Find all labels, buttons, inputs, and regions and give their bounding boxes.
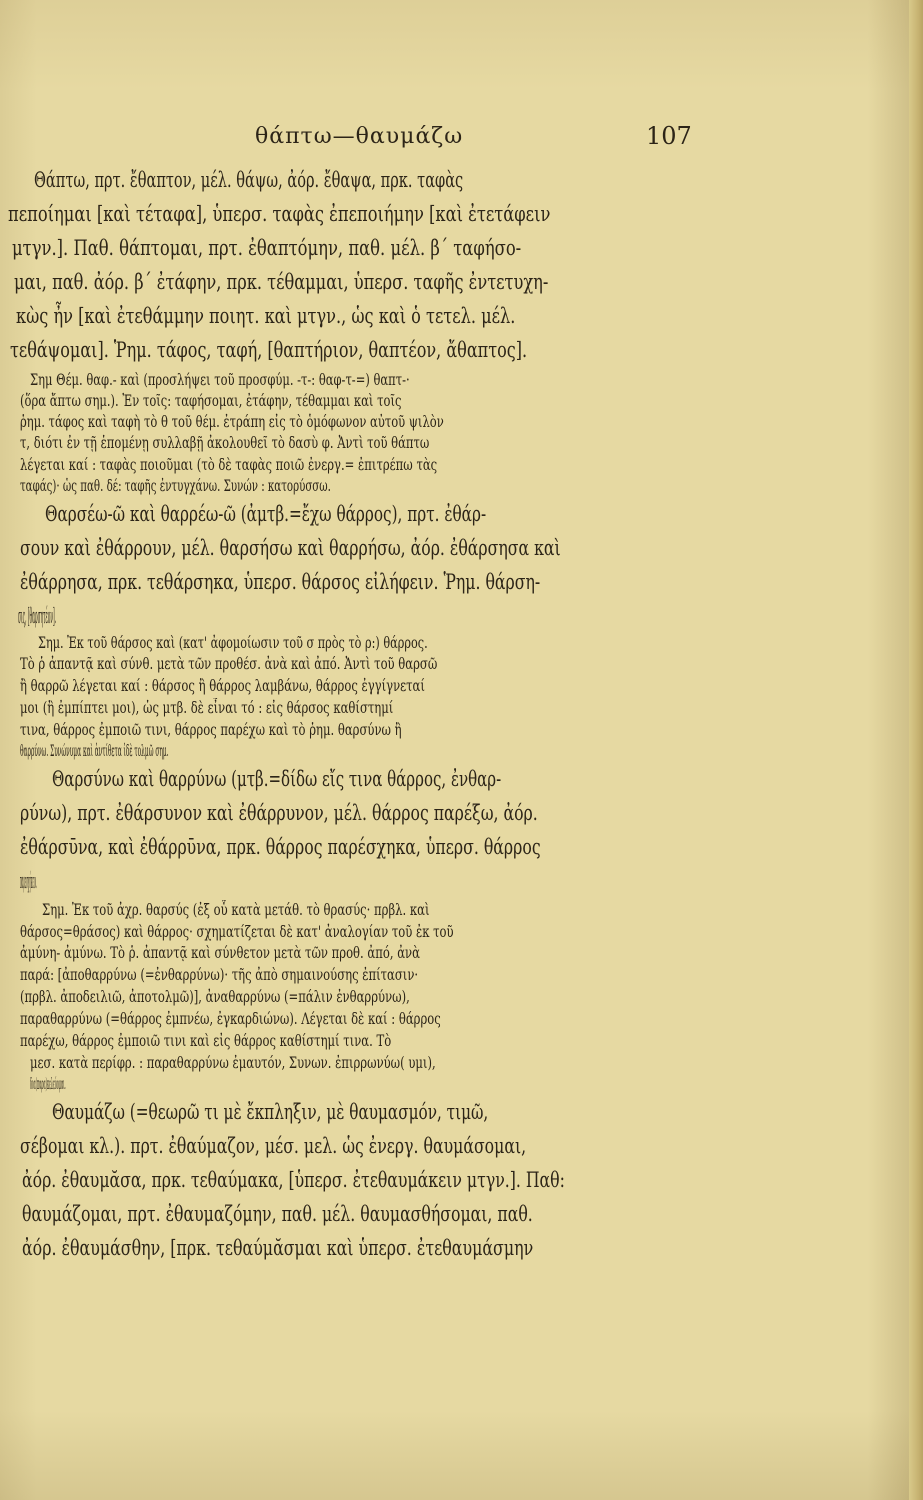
text-line: τεθάψομαι]. Ῥημ. τάφος, ταφή, [θαπτήριον, θαπτέον, ἄθαπτος]. — [10, 338, 528, 362]
text-line: Θαυμάζω (=θεωρῶ τι μὲ ἔκπληξιν, μὲ θαυμασμόν, τιμῶ, — [52, 1100, 489, 1124]
note-line: (ὅρα ἄπτω σημ.). Ἐν τοῖς: ταφήσομαι, ἐτάφην, τέθαμμαι καὶ τοῖς — [20, 392, 402, 410]
note-line: Τὸ ῥ ἀπαντᾷ καὶ σύνθ. μετὰ τῶν προθέσ. ἀνὰ καὶ ἀπό. Ἀντὶ τοῦ θαρσῶ — [20, 655, 438, 673]
text-line: μτγν.]. Παθ. θάπτομαι, πρτ. ἐθαπτόμην, παθ. μέλ. β΄ ταφήσο- — [12, 236, 522, 260]
text-line: ἐθάρρησα, πρκ. τεθάρσηκα, ὑπερσ. θάρσος εἰλήφειν. Ῥημ. θάρση- — [20, 570, 541, 594]
text-line: κὼς ἦν [καὶ ἐτεθάμμην ποιητ. καὶ μτγν., ὡς καὶ ὁ τετελ. μέλ. — [16, 304, 516, 328]
note-line: ἀμύνη- ἀμύνω. Τὸ ῥ. ἀπαντᾷ καὶ σύνθετον μετὰ τῶν προθ. ἀπό, ἀνὰ — [20, 944, 420, 962]
text-line: ἐθάρσῡνα, καὶ ἐθάρρῡνα, πρκ. θάρρος παρέσχηκα, ὑπερσ. θάρρος — [20, 835, 541, 859]
text-line: Θαρσύνω καὶ θαρρύνω (μτβ.=δίδω εἴς τινα θάρρος, ἐνθαρ- — [52, 767, 502, 791]
note-line: παρά: [ἀποθαρρύνω (=ἐνθαρρύνω)· τῆς ἀπὸ σημαινούσης ἐπίτασιν· — [20, 966, 419, 984]
note-line: Σημ Θέμ. θαφ.- καὶ (προσλήψει τοῦ προσφύμ. -τ-: θαφ-τ-=) θαπτ-· — [30, 371, 410, 389]
page-edge — [909, 0, 923, 1500]
note-line: ῥημ. τάφος καὶ ταφὴ τὸ θ τοῦ θέμ. ἐτράπη εἰς τὸ ὁμόφωνον αὐτοῦ ψιλὸν — [20, 413, 444, 431]
note-line: ταφάς)· ὡς παθ. δέ: ταφῆς ἐντυγχάνω. Συνών : κατορύσσω. — [20, 477, 331, 495]
note-line: τινα, θάρρος ἐμποιῶ τινι, θάρρος παρέχω καὶ τὸ ῥημ. θαρσύνω ἢ — [20, 721, 402, 739]
note-line: μεσ. κατὰ περίφρ. : παραθαρρύνω ἐμαυτόν, Συνων. ἐπιρρωνύω( υμι), — [30, 1054, 436, 1072]
text-line: ἀόρ. ἐθαυμᾰσα, πρκ. τεθαύμακα, [ὑπερσ. ἐτεθαυμάκειν μτγν.]. Παθ: — [22, 1168, 565, 1192]
note-line: παρέχω, θάρρος ἐμποιῶ τινι καὶ εἰς θάρρος καθίστημί τινα. Τὸ — [20, 1032, 392, 1050]
text-line: μαι, παθ. ἀόρ. β΄ ἐτάφην, πρκ. τέθαμμαι, ὑπερσ. ταφῆς ἐντετυχη- — [14, 270, 549, 294]
note-line: Σημ. Ἐκ τοῦ ἀχρ. θαρσύς (ἐξ οὗ κατὰ μετάθ. τὸ θρασύς· πρβλ. καὶ — [42, 901, 430, 919]
note-line: μοι (ἢ ἐμπίπτει μοι), ὡς μτβ. δὲ εἶναι τό : εἰς θάρσος καθίστημί — [20, 699, 394, 717]
text-line: ρύνω), πρτ. ἐθάρσυνον καὶ ἐθάρρυνον, μέλ. θάρρος παρέξω, ἀόρ. — [20, 801, 538, 825]
text-line: σέβομαι κλ.). πρτ. ἐθαύμαζον, μέσ. μελ. ὡς ἐνεργ. θαυμάσομαι, — [20, 1134, 527, 1158]
note-line: παραθαρρύνω (=θάρρος ἐμπνέω, ἐγκαρδιώνω). Λέγεται δὲ καί : θάρρος — [20, 1010, 441, 1028]
note-line: λέγεται καί : ταφὰς ποιοῦμαι (τὸ δὲ ταφὰς ποιῶ ἐνεργ.= ἐπιτρέπω τὰς — [20, 456, 438, 474]
note-line: τ, διότι ἐν τῇ ἑπομένῃ συλλαβῇ ἀκολουθεῖ τὸ δασὺ φ. Ἀντὶ τοῦ θάπτω — [20, 434, 430, 452]
note-line: θάρσος=θράσος) καὶ θάρρος· σχηματίζεται δὲ κατ' ἀναλογίαν τοῦ ἐκ τοῦ — [20, 923, 454, 941]
page-number: 107 — [646, 122, 692, 150]
note-line: ἢ θαρρῶ λέγεται καί : θάρσος ἢ θάρρος λαμβάνω, θάρρος ἐγγίγνεταί — [20, 677, 425, 695]
note-line: θαρρύνω. Συνώνυμα καὶ ἀντίθετα ἰδὲ τολμῶ σημ. — [20, 742, 169, 760]
text-line: θαυμάζομαι, πρτ. ἐθαυμαζόμην, παθ. μέλ. θαυμασθήσομαι, παθ. — [22, 1202, 533, 1226]
text-line: ἀόρ. ἐθαυμάσθην, [πρκ. τεθαύμᾰσμαι καὶ ὑπερσ. ἐτεθαυμάσμην — [22, 1236, 534, 1260]
text-line: Θάπτω, πρτ. ἔθαπτον, μέλ. θάψω, ἀόρ. ἔθαψα, πρκ. ταφὰς — [34, 168, 464, 192]
running-head: θάπτω—θαυμάζω — [255, 124, 464, 149]
text-line: πεποίημαι [καὶ τέταφα], ὑπερσ. ταφὰς ἐπεποιήμην [καὶ ἐτετάφειν — [8, 202, 551, 226]
note-line: Σημ. Ἐκ τοῦ θάρσος καὶ (κατ' ἀφομοίωσιν τοῦ σ πρὸς τὸ ρ:) θάρρος. — [38, 634, 428, 652]
text-line: σουν καὶ ἐθάρρουν, μέλ. θαρσήσω καὶ θαρρήσω, ἀόρ. ἐθάρσησα καὶ — [20, 536, 561, 560]
note-line: δια(παρα)κελεύομαι. — [30, 1075, 66, 1093]
text-line: σις, [θαρσητέον]. — [18, 604, 57, 628]
text-line: Θαρσέω-ῶ καὶ θαρρέω-ῶ (ἀμτβ.=ἔχω θάρρος), πρτ. ἐθάρ- — [45, 502, 487, 526]
text-line: παρεσχήκειν. — [20, 869, 37, 893]
note-line: (πρβλ. ἀποδειλιῶ, ἀποτολμῶ)], ἀναθαρρύνω (=πάλιν ἐνθαρρύνω), — [20, 988, 410, 1006]
page-header — [0, 120, 923, 160]
